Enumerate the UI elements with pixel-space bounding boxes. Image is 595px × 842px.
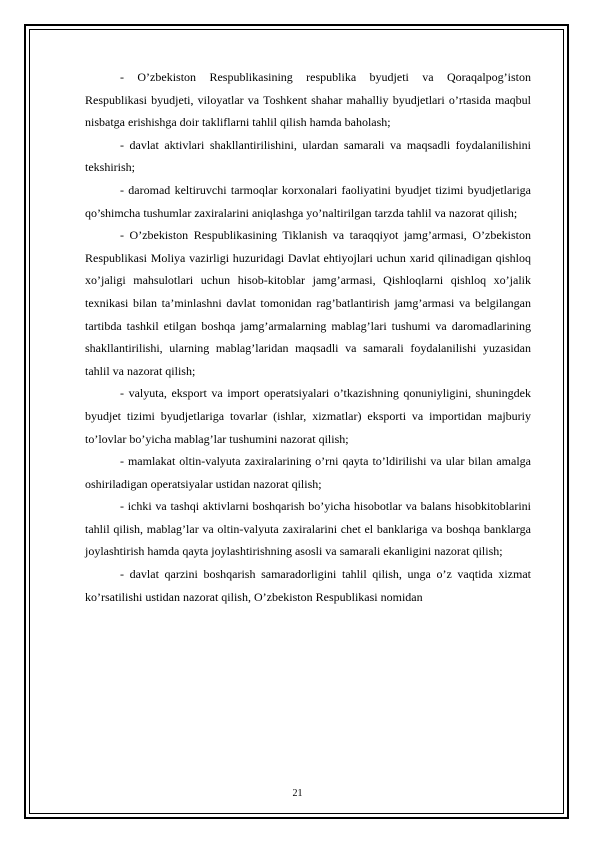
- paragraph: - mamlakat oltin-valyuta zaxiralarining o’rni qayta to’ldirilishi va ular bilan amalga oshiriladigan operatsiyalar ustidan nazorat qilish;: [85, 454, 531, 491]
- paragraph: - daromad keltiruvchi tarmoqlar korxonalari faoliyatini byudjet tizimi byudjetlariga qo’shimcha tushumlar zaxiralarini aniqlashga yo’naltirilgan tarzda tahlil va nazorat qilish;: [85, 182, 531, 220]
- paragraph: - davlat aktivlari shakllantirilishini, ulardan samarali va maqsadli foydalanilishini tekshirish;: [85, 137, 531, 175]
- page-number: 21: [292, 788, 303, 799]
- paragraph: - valyuta, eksport va import operatsiyalari o’tkazishning qonuniyligini, shuningdek byudjet tizimi byudjetlariga tovarlar (ishlar, xizmatlar) eksporti va importidan majburiy to’lovlar bo’yicha mablag’lar tushumini nazorat qilish;: [85, 386, 531, 446]
- paragraph: - O’zbekiston Respublikasining Tiklanish va taraqqiyot jamg’armasi, O’zbekiston Respublikasi Moliya vazirligi huzuridagi Davlat ehtiyojlari uchun xarid qilinadigan qishloq xo’jaligi mahsulotlari uchun hisob-kitoblar jamg’armasi, Qishloqlarni qishloq xo’jalik texnikasi bilan ta’minlashni davlat tomonidan rag’batlantirish jamg’armasi va belgilangan tartibda tashkil etilgan boshqa jamg’armalarning mablag’lari tushumi va daromadlarining shakllantirilishi, ularning mablag’laridan maqsadli va samarali foydalanilishi yuzasidan tahlil va nazorat qilish;: [85, 228, 531, 378]
- paragraph: - ichki va tashqi aktivlarni boshqarish bo’yicha hisobotlar va balans hisobkitoblarini tahlil qilish, mablag’lar va oltin-valyuta zaxiralarini chet el banklariga va boshqa banklarga joylashtirish hamda qayta joylashtirishning asosli va samarali ekanligini nazorat qilish;: [85, 499, 531, 559]
- document-body: [85, 66, 531, 608]
- paragraph: - davlat qarzini boshqarish samaradorligini tahlil qilish, unga o’z vaqtida xizmat ko’rsatilishi ustidan nazorat qilish, O’zbekiston Respublikasi nomidan: [85, 567, 531, 604]
- paragraph: - O’zbekiston Respublikasining respublika byudjeti va Qoraqalpog’iston Respublikasi byudjeti, viloyatlar va Toshkent shahar mahalliy byudjetlari o’rtasida maqbul nisbatga erishishga doir takliflarni tahlil qilish hamda baholash;: [85, 70, 531, 130]
